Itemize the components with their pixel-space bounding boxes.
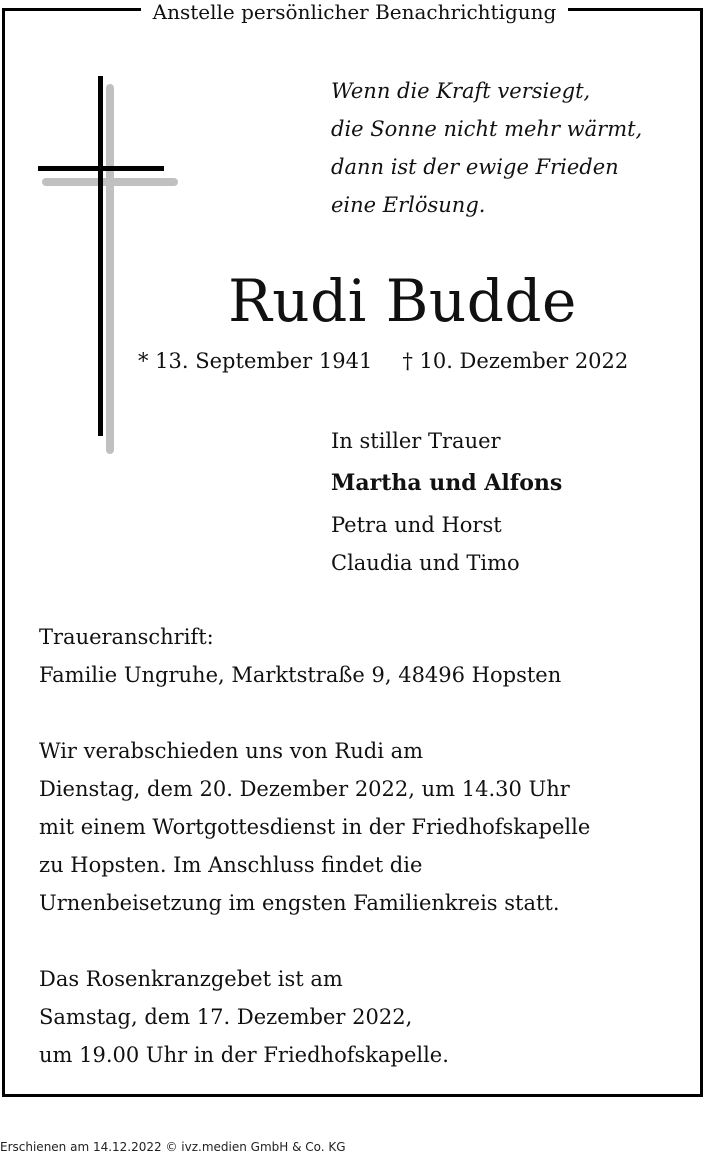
life-dates <box>138 346 628 376</box>
mourners-lead: Martha und Alfons <box>331 470 563 496</box>
poem-line: dann ist der ewige Frieden <box>331 155 619 179</box>
rosary-line: Samstag, dem 17. Dezember 2022, <box>39 1005 413 1029</box>
rosary-notice <box>39 960 449 1074</box>
deceased-name: Rudi Budde <box>228 267 577 335</box>
poem <box>331 72 642 224</box>
cross-horizontal <box>38 166 164 171</box>
publication-footer: Erschienen am 14.12.2022 © ivz.medien GmbH & Co. KG <box>0 1140 346 1154</box>
poem-line: die Sonne nicht mehr wärmt, <box>331 117 643 141</box>
farewell-line: Wir verabschieden uns von Rudi am <box>39 739 424 763</box>
farewell-line: zu Hopsten. Im Anschluss findet die <box>39 853 423 877</box>
mourning-address <box>39 618 561 694</box>
rosary-line: um 19.00 Uhr in der Friedhofskapelle. <box>39 1043 449 1067</box>
mourners-item: Petra und Horst <box>331 513 502 537</box>
address-label: Traueranschrift: <box>39 625 214 649</box>
cross-vertical <box>98 76 103 436</box>
poem-line: Wenn die Kraft versiegt, <box>331 79 591 103</box>
header-label-text: Anstelle persönlicher Benachrichtigung <box>141 0 569 24</box>
header-label <box>0 0 709 24</box>
address-value: Familie Ungruhe, Marktstraße 9, 48496 Hopsten <box>39 663 562 687</box>
poem-line: eine Erlösung. <box>331 193 486 217</box>
farewell-line: Urnenbeisetzung im engsten Familienkreis statt. <box>39 891 560 915</box>
rosary-line: Das Rosenkranzgebet ist am <box>39 967 343 991</box>
farewell-line: mit einem Wortgottesdienst in der Friedhofskapelle <box>39 815 591 839</box>
farewell-line: Dienstag, dem 20. Dezember 2022, um 14.30 Uhr <box>39 777 570 801</box>
mourners-item: Claudia und Timo <box>331 551 520 575</box>
farewell-notice <box>39 732 590 922</box>
mourners-intro: In stiller Trauer <box>331 429 501 453</box>
mourners <box>331 422 562 582</box>
birth-date: * 13. September 1941 <box>138 349 373 373</box>
death-date: † 10. Dezember 2022 <box>402 349 629 373</box>
cross-shadow-horizontal <box>42 178 178 186</box>
